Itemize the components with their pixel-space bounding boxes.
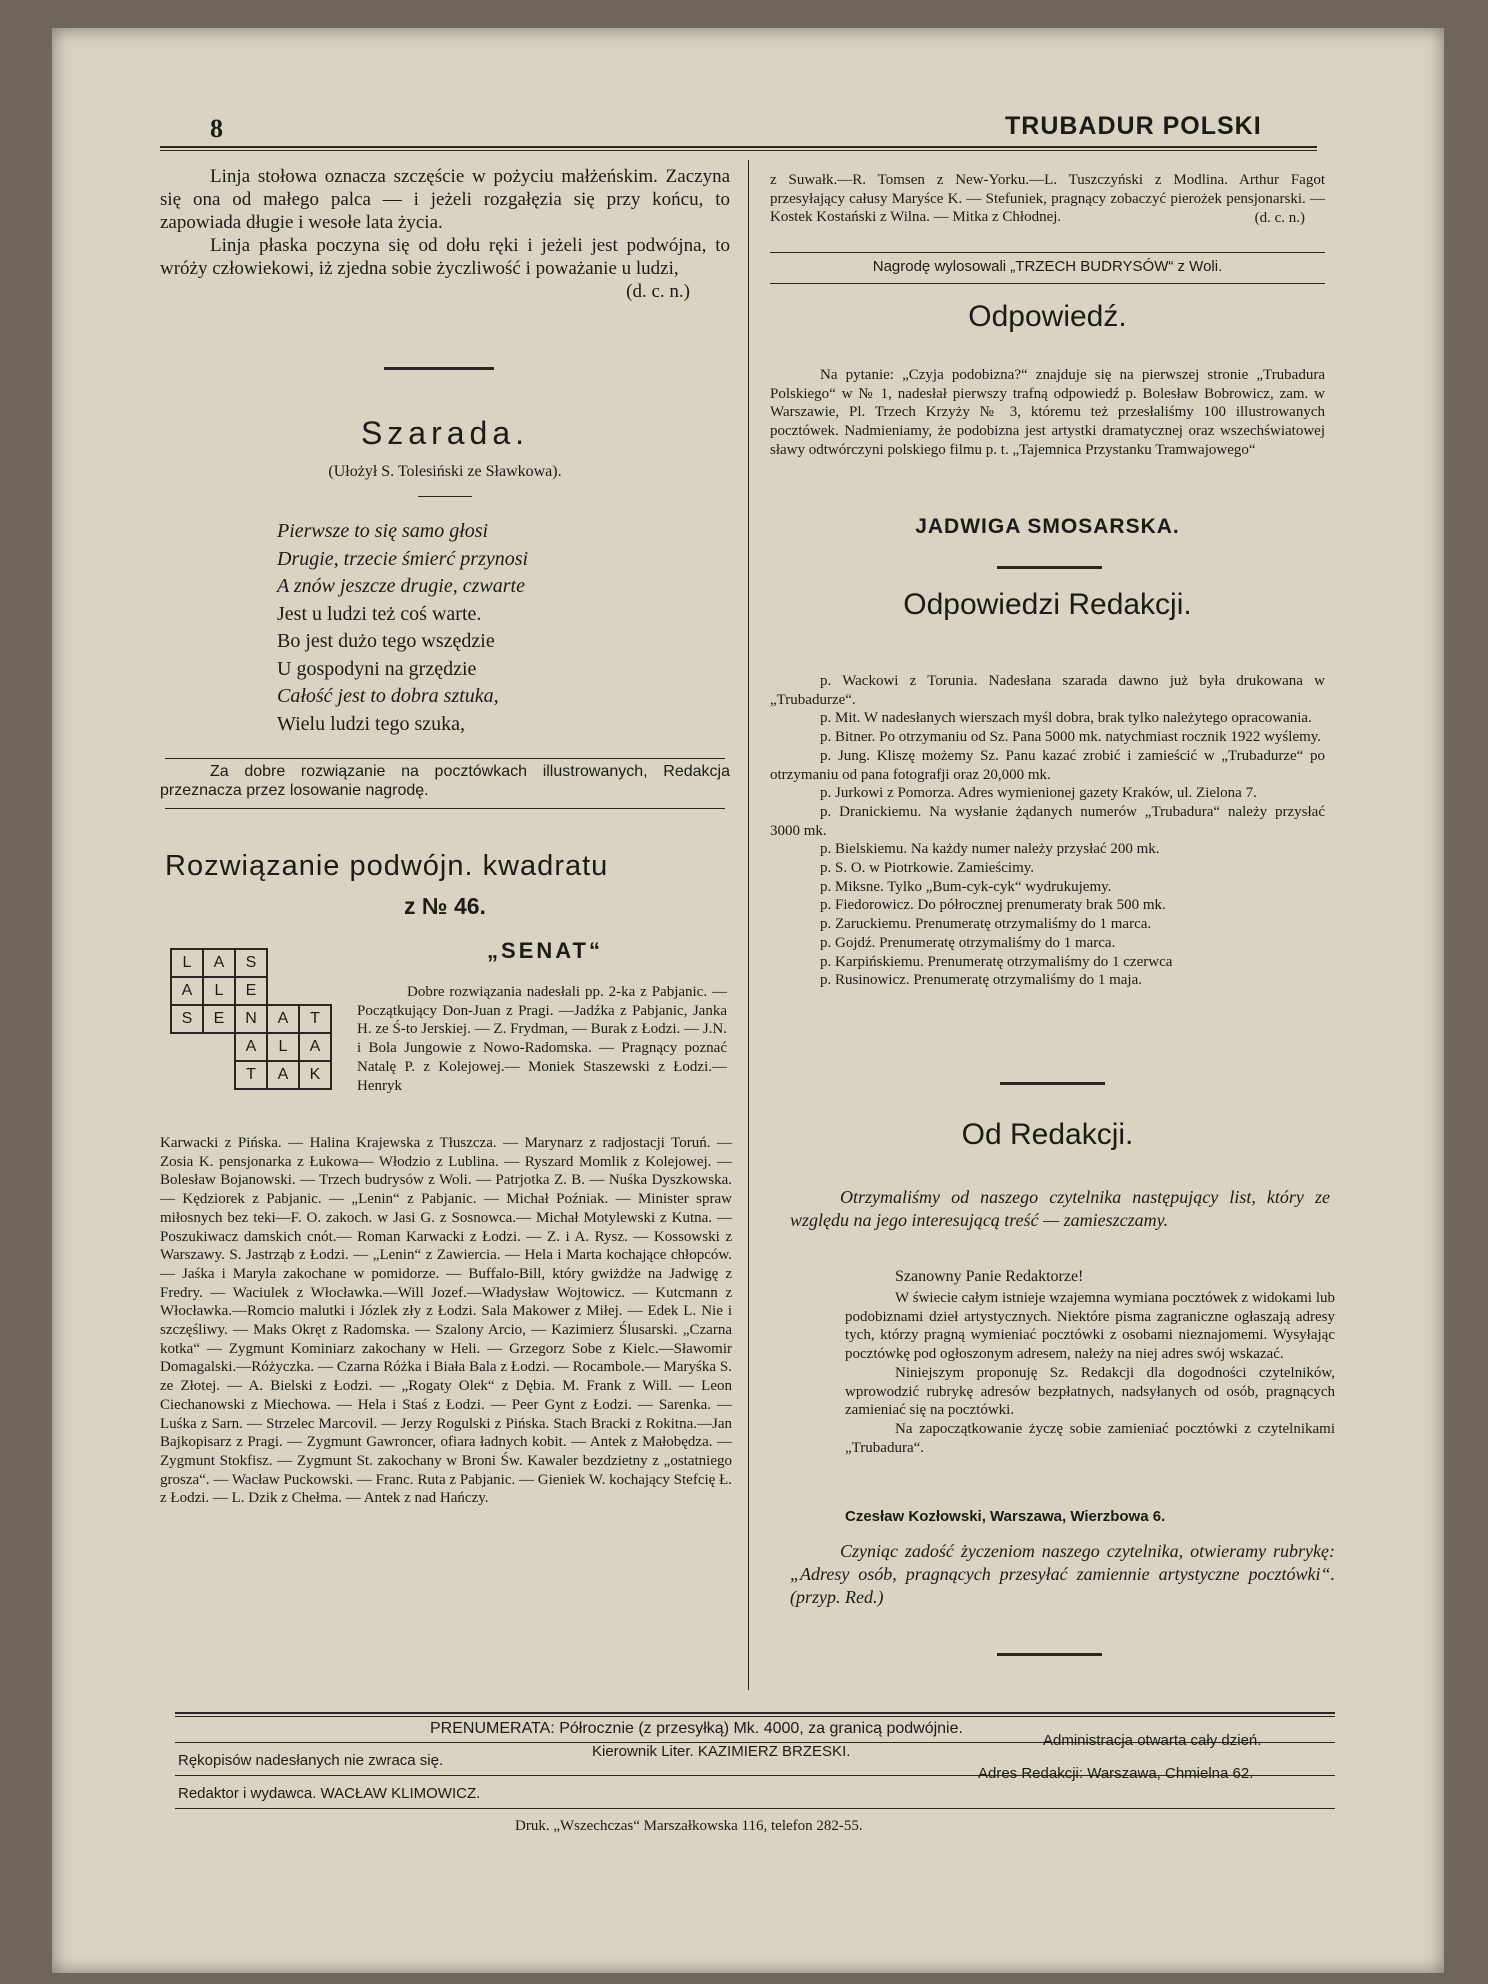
odpowiedz-title: Odpowiedź. (968, 300, 1127, 333)
prize-rule (165, 808, 725, 809)
letter-body: W świecie całym istnieje wzajemna wymiana pocztówek z widokami lub podobiznami dzieł artystycznych. Niektóre pisma zagraniczne ogłaszają adresy tych, którzy pragną wymieniać pocztówki z osobami nieznajomemi. Wysyłając pocztówkę pod ogłoszonym adresem, należy na niej adres swój wskazać. Niniejszym proponuję Sz. Redakcji dla dogodności czytelników, wprowodzić rubrykę adresów bezpłatnych, nadsyłanych od osób, pragnących zamieniać się na pocztówki. Na zapoczątkowanie życzę sobie zamieniać pocztówki z czytelnikami „Trubadura“. (845, 1290, 1335, 1456)
reply-item: p. Rusinowicz. Prenumeratę otrzymaliśmy do 1 maja. (820, 972, 1143, 989)
grid-cell: L (203, 977, 235, 1005)
solvers-list: Karwacki z Pińska. — Halina Krajewska z Tłuszcza. — Marynarz z radjostacji Toruń. — Zosia K. pensjonarka z Łukowa— Włodzio z Lublina. — Ryszard Momlik z Kolejowej. — Bolesław Bojanowski. — Trzech budrysów z Woli. — Patrjotka Z. B. — Nuśka Dyszkowska. — Kędziorek z Pabjanic. — „Lenin“ z Pabjanic. — Michał Poźniak. — Minister spraw miłosnych bez teki—F. O. zakoch. w Jasi G. z Sosnowca.— Michał Motylewski z Kutna. — Poszukiwacz damskich cnót.— Roman Karwacki z Łodzi. — Z. i A. Rysz. — Kossowski z Warszawy. S. Jastrząb z Łodzi. — „Lenin“ z Zawiercia. — Hela i Marta kochające chłopców. — Jaśka i Maryla zakochane w pomidorze. — Buffalo-Bill, który gwiżdże na Jadwigę z Fredry. — Waciulek z Włocławka.—Will Jozef.—Władysław Wojtowicz. — Kutcmann z Włocławka.—Romcio malutki i Józlek zły z Łodzi. Sala Makower z Miłej. — Edek L. Nie i szczęśliwy. — Maks Okręt z Radomska. — Szalony Arcio, — Kazimierz Ślusarski. „Czarna kotka“ — Zygmunt Kominiarz zakochany w Heli. — Grzegorz Sobe z Kielc.—Sławomir Domagalski.—Różyczka. — Czarna Różka i Biała Bala z Łodzi. — Rocambole.— Maryśka S. ze Złotej. — A. Bielski z Łodzi. — „Rogaty Olek“ z Dębia. M. Frank z Will. — Leon Ciechanowski z Miechowa. — Hela i Staś z Łodzi. — Peer Gynt z Łodzi. — Sarenka. — Luśka z Sarn. — Strzelec Marcovil. — Jerzy Rogulski z Pińska. Stach Bracki z Rokitna.—Jan Bajkopisarz z Pragi. — Zygmunt Gawroncer, ofiara ładnych kobit. — Antek z Małobędza. — Zygmunt Stokfisz. — Zygmunt St. zakochany w Broni Św. Kawaler bezdzietny z „ostatniego grosza“. — Wacław Puckowski. — Franc. Ruta z Pabjanic. — Gieniek W. kochający Stefcię Ł. z Łodzi. — L. Dzik z Chełma. — Antek z nad Hańczy. (160, 1135, 732, 1507)
reply-item: p. Mit. W nadesłanych wierszach myśl dobra, brak tylko należytego opracowania. (820, 710, 1312, 727)
grid-cell: T (235, 1061, 267, 1089)
reply-item: p. Miksne. Tylko „Bum-cyk-cyk“ wydrukujemy. (820, 878, 1112, 895)
szarada-poem (277, 518, 697, 738)
section-rule (1000, 1082, 1105, 1085)
prize-rule (165, 758, 725, 759)
header-rule (160, 146, 1317, 148)
footer-rule (175, 1808, 1335, 1809)
odpowiedz-text: Na pytanie: „Czyja podobizna?“ znajduje się na pierwszej stronie „Trubadura Polskiego“ w № 1, nadesłał pierwszy trafną odpowiedź p. Bolesław Bobrowicz, zam. w Warszawie, Pl. Trzech Krzyży № 3, któremu też przesłaliśmy 100 illustrowanych pocztówek. Nadmieniamy, że podobizna jest artystki dramatycznej oraz wszechświatowej sławy odtwórczyni polskiego filmu p. t. „Tajemnica Przystanku Tramwajowego“ (770, 367, 1325, 458)
solvers-list-beside: Dobre rozwiązania nadesłali pp. 2-ka z Pabjanic. — Początkujący Don-Juan z Pragi. —Jadźka z Pabjanic, Janka H. ze Ś-to Jerskiej. — Z. Frydman, — Burak z Łodzi. — J.N. i Bola Jungowie z Nowo-Radomska. — Pragnący poznać Natalę P. z Kolejowej.— Moniek Staszewski z Łodzi.— Henryk (357, 984, 727, 1094)
header-rule-thin (160, 150, 1317, 151)
literary-head: Kierownik Liter. KAZIMIERZ BRZESKI. (592, 1743, 851, 1760)
solution-answer: „SENAT“ (487, 938, 603, 963)
grid-cell: E (235, 977, 267, 1005)
poem-line: Pierwsze to się samo głosi (277, 520, 489, 542)
grid-cell: L (267, 1033, 299, 1061)
grid-cell: K (299, 1061, 331, 1089)
poem-line: Całość jest to dobra sztuka, (277, 685, 499, 707)
letter-signature: Czesław Kozłowski, Warszawa, Wierzbowa 6. (845, 1508, 1166, 1525)
reply-item: p. Gojdź. Prenumeratę otrzymaliśmy do 1 marca. (820, 934, 1116, 951)
poem-line: Drugie, trzecie śmierć przynosi (277, 547, 529, 570)
reply-item: p. Karpińskiemu. Prenumeratę otrzymaliśmy do 1 czerwca (820, 953, 1173, 970)
section-rule (997, 1653, 1102, 1656)
szarada-author: (Ułożył S. Tolesiński ze Sławkowa). (328, 463, 562, 480)
reply-item: p. S. O. w Piotrkowie. Zamieścimy. (820, 860, 1035, 877)
grid-cell: S (171, 1005, 203, 1033)
reply-item: p. Dranickiemu. Na wysłanie żądanych numerów „Trubadura“ należy przysłać 3000 mk. (770, 803, 1325, 839)
od-redakcji-title: Od Redakcji. (961, 1118, 1134, 1151)
footer-rule (175, 1712, 1335, 1714)
page-number: 8 (210, 114, 223, 143)
editorial-replies (770, 672, 1325, 990)
grid-cell: N (235, 1005, 267, 1033)
grid-cell: A (171, 977, 203, 1005)
continued-mark: (d. c. n.) (626, 281, 690, 302)
administration-hours: Administracja otwarta cały dzień. (1043, 1732, 1262, 1749)
grid-cell: S (235, 949, 267, 977)
actress-name: JADWIGA SMOSARSKA. (915, 515, 1180, 538)
crossword-grid (170, 948, 332, 1090)
reply-item: p. Zaruckiemu. Prenumeratę otrzymaliśmy do 1 marca. (820, 916, 1152, 933)
short-rule (418, 496, 472, 497)
grid-cell: A (267, 1005, 299, 1033)
reply-item: p. Jurkowi z Pomorza. Adres wymienionej gazety Kraków, ul. Zielona 7. (820, 785, 1257, 802)
section-rule (997, 566, 1102, 569)
names-continued: z Suwałk.—R. Tomsen z New-Yorku.—L. Tuszczyński z Modlina. Arthur Fagot przesyłający całusy Maryśce K. — Stefuniek, pragnący zobaczyć pierożek pensjonarski. —Kostek Kostański z Wilna. — Mitka z Chłodnej. (d. c. n.) (770, 172, 1325, 227)
reply-item: p. Fiedorowicz. Do półrocznej prenumeraty brak 500 mk. (820, 897, 1166, 914)
prize-note: Za dobre rozwiązanie na pocztówkach illustrowanych, Redakcja przeznacza przez losowanie nagrodę. (160, 763, 730, 799)
poem-line: Wielu ludzi tego szuka, (277, 712, 466, 735)
reply-item: p. Wackowi z Torunia. Nadesłana szarada dawno już była drukowana w „Trubadurze“. (770, 673, 1325, 708)
footer-rule (175, 1716, 1335, 1717)
od-redakcji-intro: Otrzymaliśmy od naszego czytelnika następujący list, który ze względu na jego interesującą treść — zamieszczamy. (790, 1187, 1330, 1230)
poem-line: U gospodyni na grzędzie (277, 657, 477, 680)
solution-title: Rozwiązanie podwójn. kwadratu (165, 850, 609, 882)
palmistry-text (160, 165, 730, 303)
poem-line: A znów jeszcze drugie, czwarte (277, 575, 525, 597)
grid-cell: A (235, 1033, 267, 1061)
printer-info: Druk. „Wszechczas“ Marszałkowska 116, telefon 282-55. (515, 1818, 863, 1834)
section-rule (384, 367, 494, 370)
winner-rule (770, 252, 1325, 253)
grid-cell: T (299, 1005, 331, 1033)
grid-cell: A (299, 1033, 331, 1061)
reply-item: p. Jung. Kliszę możemy Sz. Panu kazać zrobić i zamieścić w „Trubadurze“ po otrzymaniu od pana fotografji oraz 20,000 mk. (770, 747, 1325, 783)
letter-salutation: Szanowny Panie Redaktorze! (895, 1268, 1084, 1285)
grid-cell: E (203, 1005, 235, 1033)
poem-line: Bo jest dużo tego wszędzie (277, 630, 495, 652)
closing-note: Czyniąc zadość życzeniom naszego czytelnika, otwieramy rubrykę: „Adresy osób, pragnących przesyłać zamiennie artystyczne pocztówki“. (przyp. Red.) (790, 1541, 1335, 1607)
column-divider (748, 160, 749, 1690)
intro-paragraph: Linja stołowa oznacza szczęście w pożyciu małżeńskim. Zaczyna się ona od małego palca — i jeżeli rozgałęzia się przy końcu, to zapowiada długie i wesołe lata życia. (160, 166, 730, 233)
grid-cell: A (203, 949, 235, 977)
grid-cell: L (171, 949, 203, 977)
odpowiedzi-redakcji-title: Odpowiedzi Redakcji. (903, 588, 1192, 621)
subscription-info: PRENUMERATA: Półrocznie (z przesyłką) Mk. 4000, za granicą podwójnie. (430, 1720, 963, 1737)
prize-winner: Nagrodę wylosowali „TRZECH BUDRYSÓW“ z Woli. (872, 258, 1223, 275)
masthead: TRUBADUR POLSKI (1005, 112, 1262, 140)
intro-paragraph: Linja płaska poczyna się od dołu ręki i jeżeli jest podwójna, to wróży człowiekowi, iż zjedna sobie życzliwość i poważanie u ludzi, (160, 235, 730, 279)
grid-cell: A (267, 1061, 299, 1089)
solution-subtitle: z № 46. (404, 893, 486, 919)
reply-item: p. Bielskiemu. Na każdy numer należy przysłać 200 mk. (820, 841, 1160, 858)
szarada-title: Szarada. (360, 415, 530, 451)
winner-rule (770, 283, 1325, 284)
poem-line: Jest u ludzi też coś warte. (277, 602, 482, 625)
reply-item: p. Bitner. Po otrzymaniu od Sz. Pana 5000 mk. natychmiast rocznik 1922 wyślemy. (820, 729, 1322, 746)
editor-publisher: Redaktor i wydawca. WACŁAW KLIMOWICZ. (178, 1785, 481, 1802)
manuscripts-note: Rękopisów nadesłanych nie zwraca się. (178, 1752, 444, 1769)
editorial-address: Adres Redakcji: Warszawa, Chmielna 62. (978, 1765, 1254, 1782)
